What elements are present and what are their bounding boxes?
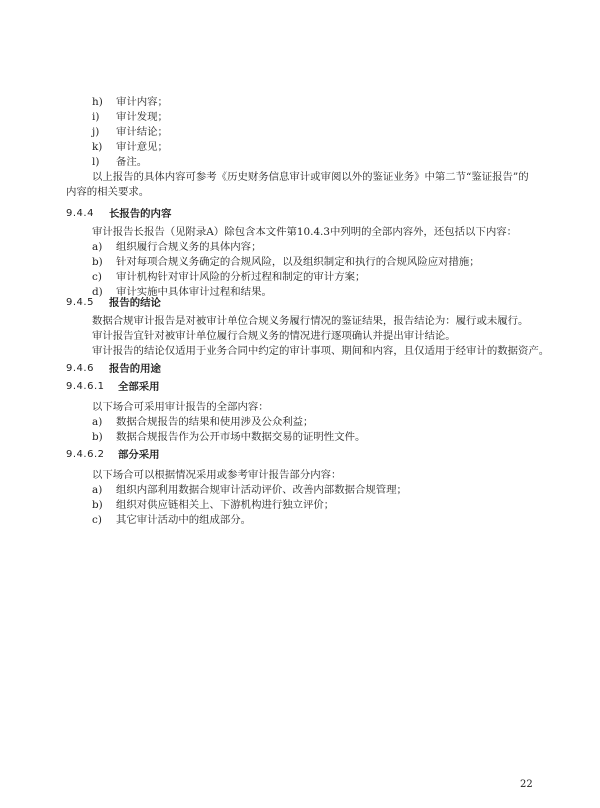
page-number: 22 bbox=[520, 779, 533, 790]
document-page: h) 审计内容； i) 审计发现； j) 审计结论； k) 审计意见； l) 备注。 以上报告的具体内容可参考《历史财务信息审计或审阅以外的鉴证业务》中第二节“鉴证报告”的 内容的相关要求。 9.4.4 长报告的内容 审计报告长报告（见附录A）除包含本文件第10.4.3中列明的全部内容外，还包括以下内容： a) 组织履行合规义务的具体内容； b) 针对每项合规义务确定的合规风险，以及组织制定和执行的合规风险应对措施； c) 审计机构针对审计风险的分析过程和制定的审计方案； d) 审计实施中具体审计过程和结果。 9.4.5 报告的结论 数据合规审计报告是对被审计单位合规义务履行情况的鉴证结果，报告结论为：履行或未履行。 审计报告宜针对被审计单位履行合规义务的情况进行逐项确认并提出审计结论。 审计报告的结论仅适用于业务合同中约定的审计事项、期间和内容，且仅适用于经审计的数据资产。 9.4.6 报告的用途 9.4.6.1 全部采用 以下场合可采用审计报告的全部内容： a) 数据合规报告的结果和使用涉及公众利益； b) 数据合规报告作为公开市场中数据交易的证明性文件。 9.4.6.2 部分采用 以下场合可以根据情况采用或参考审计报告部分内容： a) 组织内部利用数据合规审计活动评价、改善内部数据合规管理； b) 组织对供应链相关上、下游机构进行独立评价； c) 其它审计活动中的组成部分。 22 bbox=[66, 96, 550, 790]
